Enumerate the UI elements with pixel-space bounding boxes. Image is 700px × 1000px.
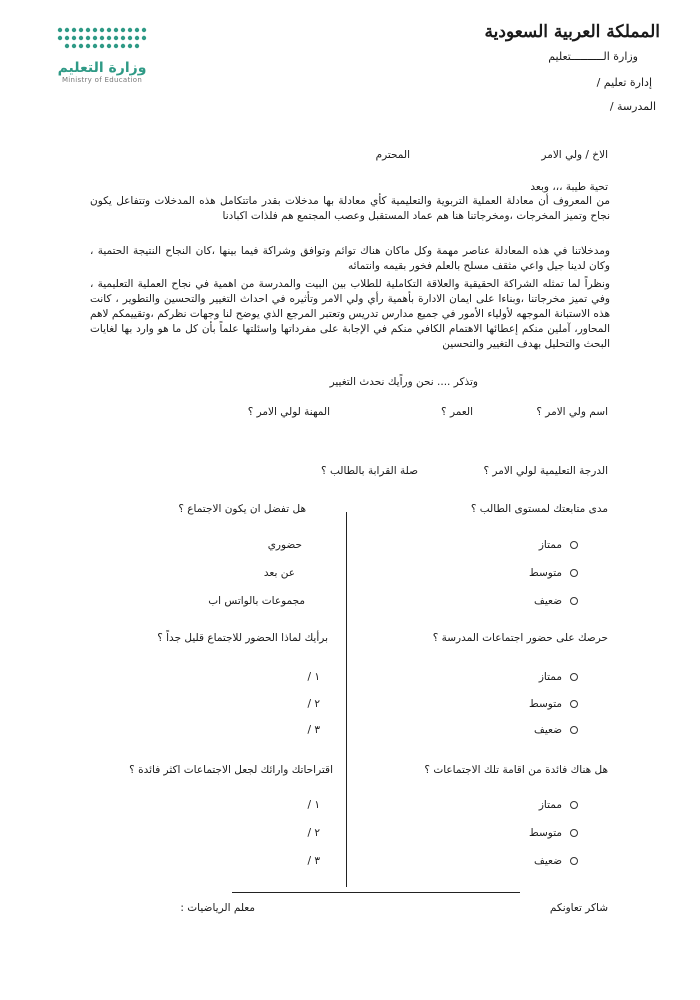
- q3-option-2[interactable]: متوسط: [529, 698, 578, 710]
- math-teacher-label: معلم الرياضيات :: [180, 902, 255, 914]
- kingdom-title: المملكة العربية السعودية: [484, 22, 660, 42]
- radio-icon[interactable]: [570, 541, 578, 549]
- q4-answer-line-2[interactable]: ٢ /: [307, 698, 320, 710]
- q5-option-2[interactable]: متوسط: [529, 827, 578, 839]
- greeting: تحية طيبة ،،، وبعد: [530, 181, 608, 193]
- q6-answer-line-3[interactable]: ٣ /: [307, 855, 320, 867]
- q5-option-1[interactable]: ممتاز: [539, 799, 578, 811]
- education-admin-label: إدارة تعليم /: [596, 76, 652, 89]
- logo-arabic-text: وزارة التعليم: [57, 60, 147, 76]
- question-6: اقتراحاتك وارائك لجعل الاجتماعات اكثر فائدة ؟: [129, 764, 333, 776]
- radio-icon[interactable]: [570, 673, 578, 681]
- radio-icon[interactable]: [570, 829, 578, 837]
- radio-icon[interactable]: [570, 726, 578, 734]
- age-field: العمر ؟: [441, 406, 473, 418]
- column-divider: [346, 512, 347, 887]
- q3-option-3[interactable]: ضعيف: [534, 724, 578, 736]
- q2-option-3[interactable]: مجموعات بالواتس اب: [208, 595, 305, 607]
- addressee: الاخ / ولي الامر: [541, 149, 608, 161]
- ministry-label: وزارة الــــــــــتعليم: [548, 50, 638, 63]
- q2-option-1[interactable]: حضوري: [267, 539, 302, 551]
- radio-icon[interactable]: [570, 857, 578, 865]
- paragraph-2: ومدخلاتنا في هذه المعادلة عناصر مهمة وكل ماكان هناك توائم وتوافق وشراكة فيما بينها ،كان النجاح النتيجة الحتمية ، وكان لدينا جيل واعي مثقف مسلح بالعلم فخور بقيمه وانتمائه: [90, 245, 610, 272]
- q6-answer-line-2[interactable]: ٢ /: [307, 827, 320, 839]
- relation-field: صلة القرابة بالطالب ؟: [321, 465, 418, 477]
- school-label: المدرسة /: [609, 100, 656, 113]
- q2-option-2[interactable]: عن بعد: [263, 567, 295, 579]
- guardian-name-field: اسم ولي الامر ؟: [536, 406, 608, 418]
- signature-line: [232, 892, 520, 893]
- question-2: هل تفضل ان يكون الاجتماع ؟: [178, 503, 306, 515]
- q6-answer-line-1[interactable]: ١ /: [307, 799, 320, 811]
- radio-icon[interactable]: [570, 700, 578, 708]
- q3-option-1[interactable]: ممتاز: [539, 671, 578, 683]
- question-4: برأيك لماذا الحضور للاجتماع قليل جداً ؟: [157, 632, 328, 644]
- q5-option-3[interactable]: ضعيف: [534, 855, 578, 867]
- ministry-logo: [52, 24, 152, 84]
- logo-dots-icon: [52, 24, 152, 54]
- question-3: حرصك على حضور اجتماعات المدرسة ؟: [432, 632, 608, 644]
- q1-option-2[interactable]: متوسط: [529, 567, 578, 579]
- paragraph-3: ونظراً لما تمثله الشراكة الحقيقية والعلاقة التكاملية للطلاب بين البيت والمدرسة من اهمية في نجاح العملية التعليمية ، وفي تميز مخرجاتنا ،وبناءا على ايمان الادارة بأهمية رأي ولي الامر وتأثيره في احداث التغيير والتحسين والتطوير ، كانت هذه الاستبانة الموجهه لأولياء الأمور في جميع مدارس تدريس وتعتبر المرجع الذي يوضح لنا وجهات نظركم ،وتقييمكم لاهم المحاور، آملين منكم إعطائها الاهتمام الكافي منكم في الإجابة على مفرداتها واسئلتها علماً بأن كل ما هو وارد بها لغايات البحث والتحليل بهدف التغيير والتحسين: [90, 278, 610, 350]
- q1-option-1[interactable]: ممتاز: [539, 539, 578, 551]
- thanks-text: شاكر تعاونكم: [549, 902, 608, 914]
- radio-icon[interactable]: [570, 801, 578, 809]
- q1-option-3[interactable]: ضعيف: [534, 595, 578, 607]
- logo-english-text: Ministry of Education: [61, 76, 143, 84]
- question-5: هل هناك فائدة من اقامة تلك الاجتماعات ؟: [424, 764, 608, 776]
- respected-label: المحترم: [375, 149, 410, 161]
- radio-icon[interactable]: [570, 597, 578, 605]
- profession-field: المهنة لولي الامر ؟: [247, 406, 330, 418]
- slogan: وتذكر .... نحن وراًيك نحدث التغيير: [329, 376, 478, 388]
- education-field: الدرجة التعليمية لولي الامر ؟: [483, 465, 608, 477]
- q4-answer-line-3[interactable]: ٣ /: [307, 724, 320, 736]
- question-1: مدى متابعتك لمستوى الطالب ؟: [470, 503, 608, 515]
- q4-answer-line-1[interactable]: ١ /: [307, 671, 320, 683]
- radio-icon[interactable]: [570, 569, 578, 577]
- paragraph-1: من المعروف أن معادلة العملية التربوية والتعليمية كأي معادلة بها مدخلات بقدر ماتتكامل هذه المدخلات وتتفاعل يكون نجاح وتميز المخرجات ،ومخرجاتنا هنا هم عماد المستقبل وعصب المجتمع هم فلذات اكبادنا: [90, 195, 610, 222]
